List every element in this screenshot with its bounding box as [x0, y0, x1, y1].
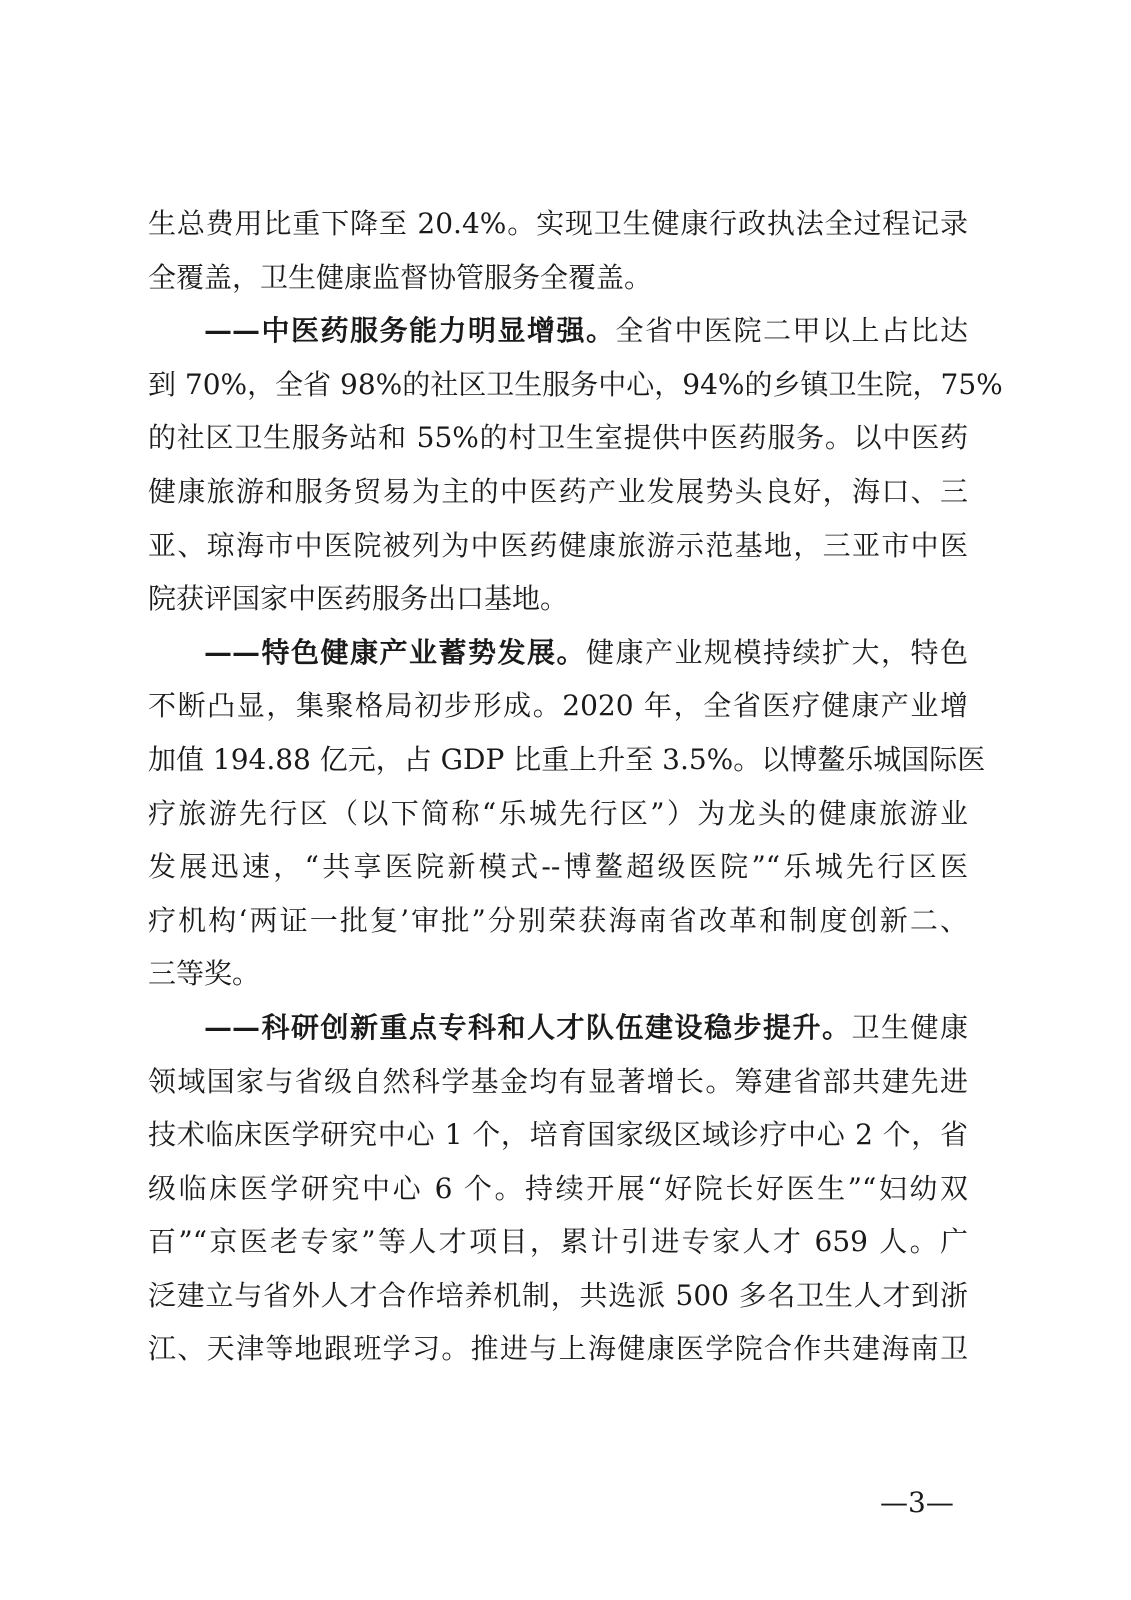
- text-line: 疗机构‘两证一批复’审批”分别荣获海南省改革和制度创新二、: [148, 903, 968, 937]
- text-line: 江、天津等地跟班学习。推进与上海健康医学院合作共建海南卫: [148, 1332, 968, 1366]
- page-number: —3—: [880, 1486, 954, 1519]
- text-line: 院获评国家中医药服务出口基地。: [148, 582, 569, 616]
- text-line: [148, 626, 968, 680]
- text-line: 百”“京医老专家”等人才项目，累计引进专家人才 659 人。广: [148, 1225, 968, 1259]
- text-line: 三等奖。: [148, 957, 261, 991]
- section-heading: ——科研创新重点专科和人才队伍建设稳步提升。: [204, 1010, 852, 1044]
- text-line: 级临床医学研究中心 6 个。持续开展“好院长好医生”“妇幼双: [148, 1171, 968, 1205]
- text-line: 到 70%，全省 98%的社区卫生服务中心，94%的乡镇卫生院，75%: [148, 367, 1003, 401]
- text-line: 健康旅游和服务贸易为主的中医药产业发展势头良好，海口、三: [148, 474, 968, 508]
- heading-continuation: 全省中医院二甲以上占比达: [615, 314, 968, 348]
- text-line: [148, 1001, 968, 1055]
- text-line: 泛建立与省外人才合作培养机制，共选派 500 多名卫生人才到浙: [148, 1278, 968, 1312]
- text-line: 不断凸显，集聚格局初步形成。2020 年，全省医疗健康产业增: [148, 689, 968, 723]
- paragraph-tcm-services: [148, 304, 1003, 626]
- paragraph-research-talent: [148, 1001, 968, 1376]
- section-heading: ——特色健康产业蓄势发展。: [204, 635, 586, 669]
- document-body: [148, 197, 1003, 1376]
- text-line: 发展迅速，“共享医院新模式--博鳌超级医院”“乐城先行区医: [148, 850, 968, 884]
- text-line: 加值 194.88 亿元，占 GDP 比重上升至 3.5%。以博鳌乐城国际医: [148, 742, 986, 776]
- text-line: 生总费用比重下降至 20.4%。实现卫生健康行政执法全过程记录: [148, 207, 968, 240]
- section-heading: ——中医药服务能力明显增强。: [204, 314, 616, 348]
- text-line: 领域国家与省级自然科学基金均有显著增长。筹建省部共建先进: [148, 1064, 968, 1098]
- heading-continuation: 卫生健康: [851, 1010, 968, 1044]
- paragraph-health-cost: [148, 197, 968, 304]
- text-line: 亚、琼海市中医院被列为中医药健康旅游示范基地，三亚市中医: [148, 528, 968, 562]
- text-line: 的社区卫生服务站和 55%的村卫生室提供中医药服务。以中医药: [148, 421, 968, 455]
- heading-continuation: 健康产业规模持续扩大，特色: [586, 635, 968, 669]
- text-line: 疗旅游先行区（以下简称“乐城先行区”）为龙头的健康旅游业: [148, 796, 968, 830]
- text-line: 全覆盖，卫生健康监督协管服务全覆盖。: [148, 260, 653, 294]
- paragraph-health-industry: [148, 626, 986, 1001]
- text-line: [148, 304, 968, 358]
- text-line: 技术临床医学研究中心 1 个，培育国家级区域诊疗中心 2 个，省: [148, 1118, 968, 1152]
